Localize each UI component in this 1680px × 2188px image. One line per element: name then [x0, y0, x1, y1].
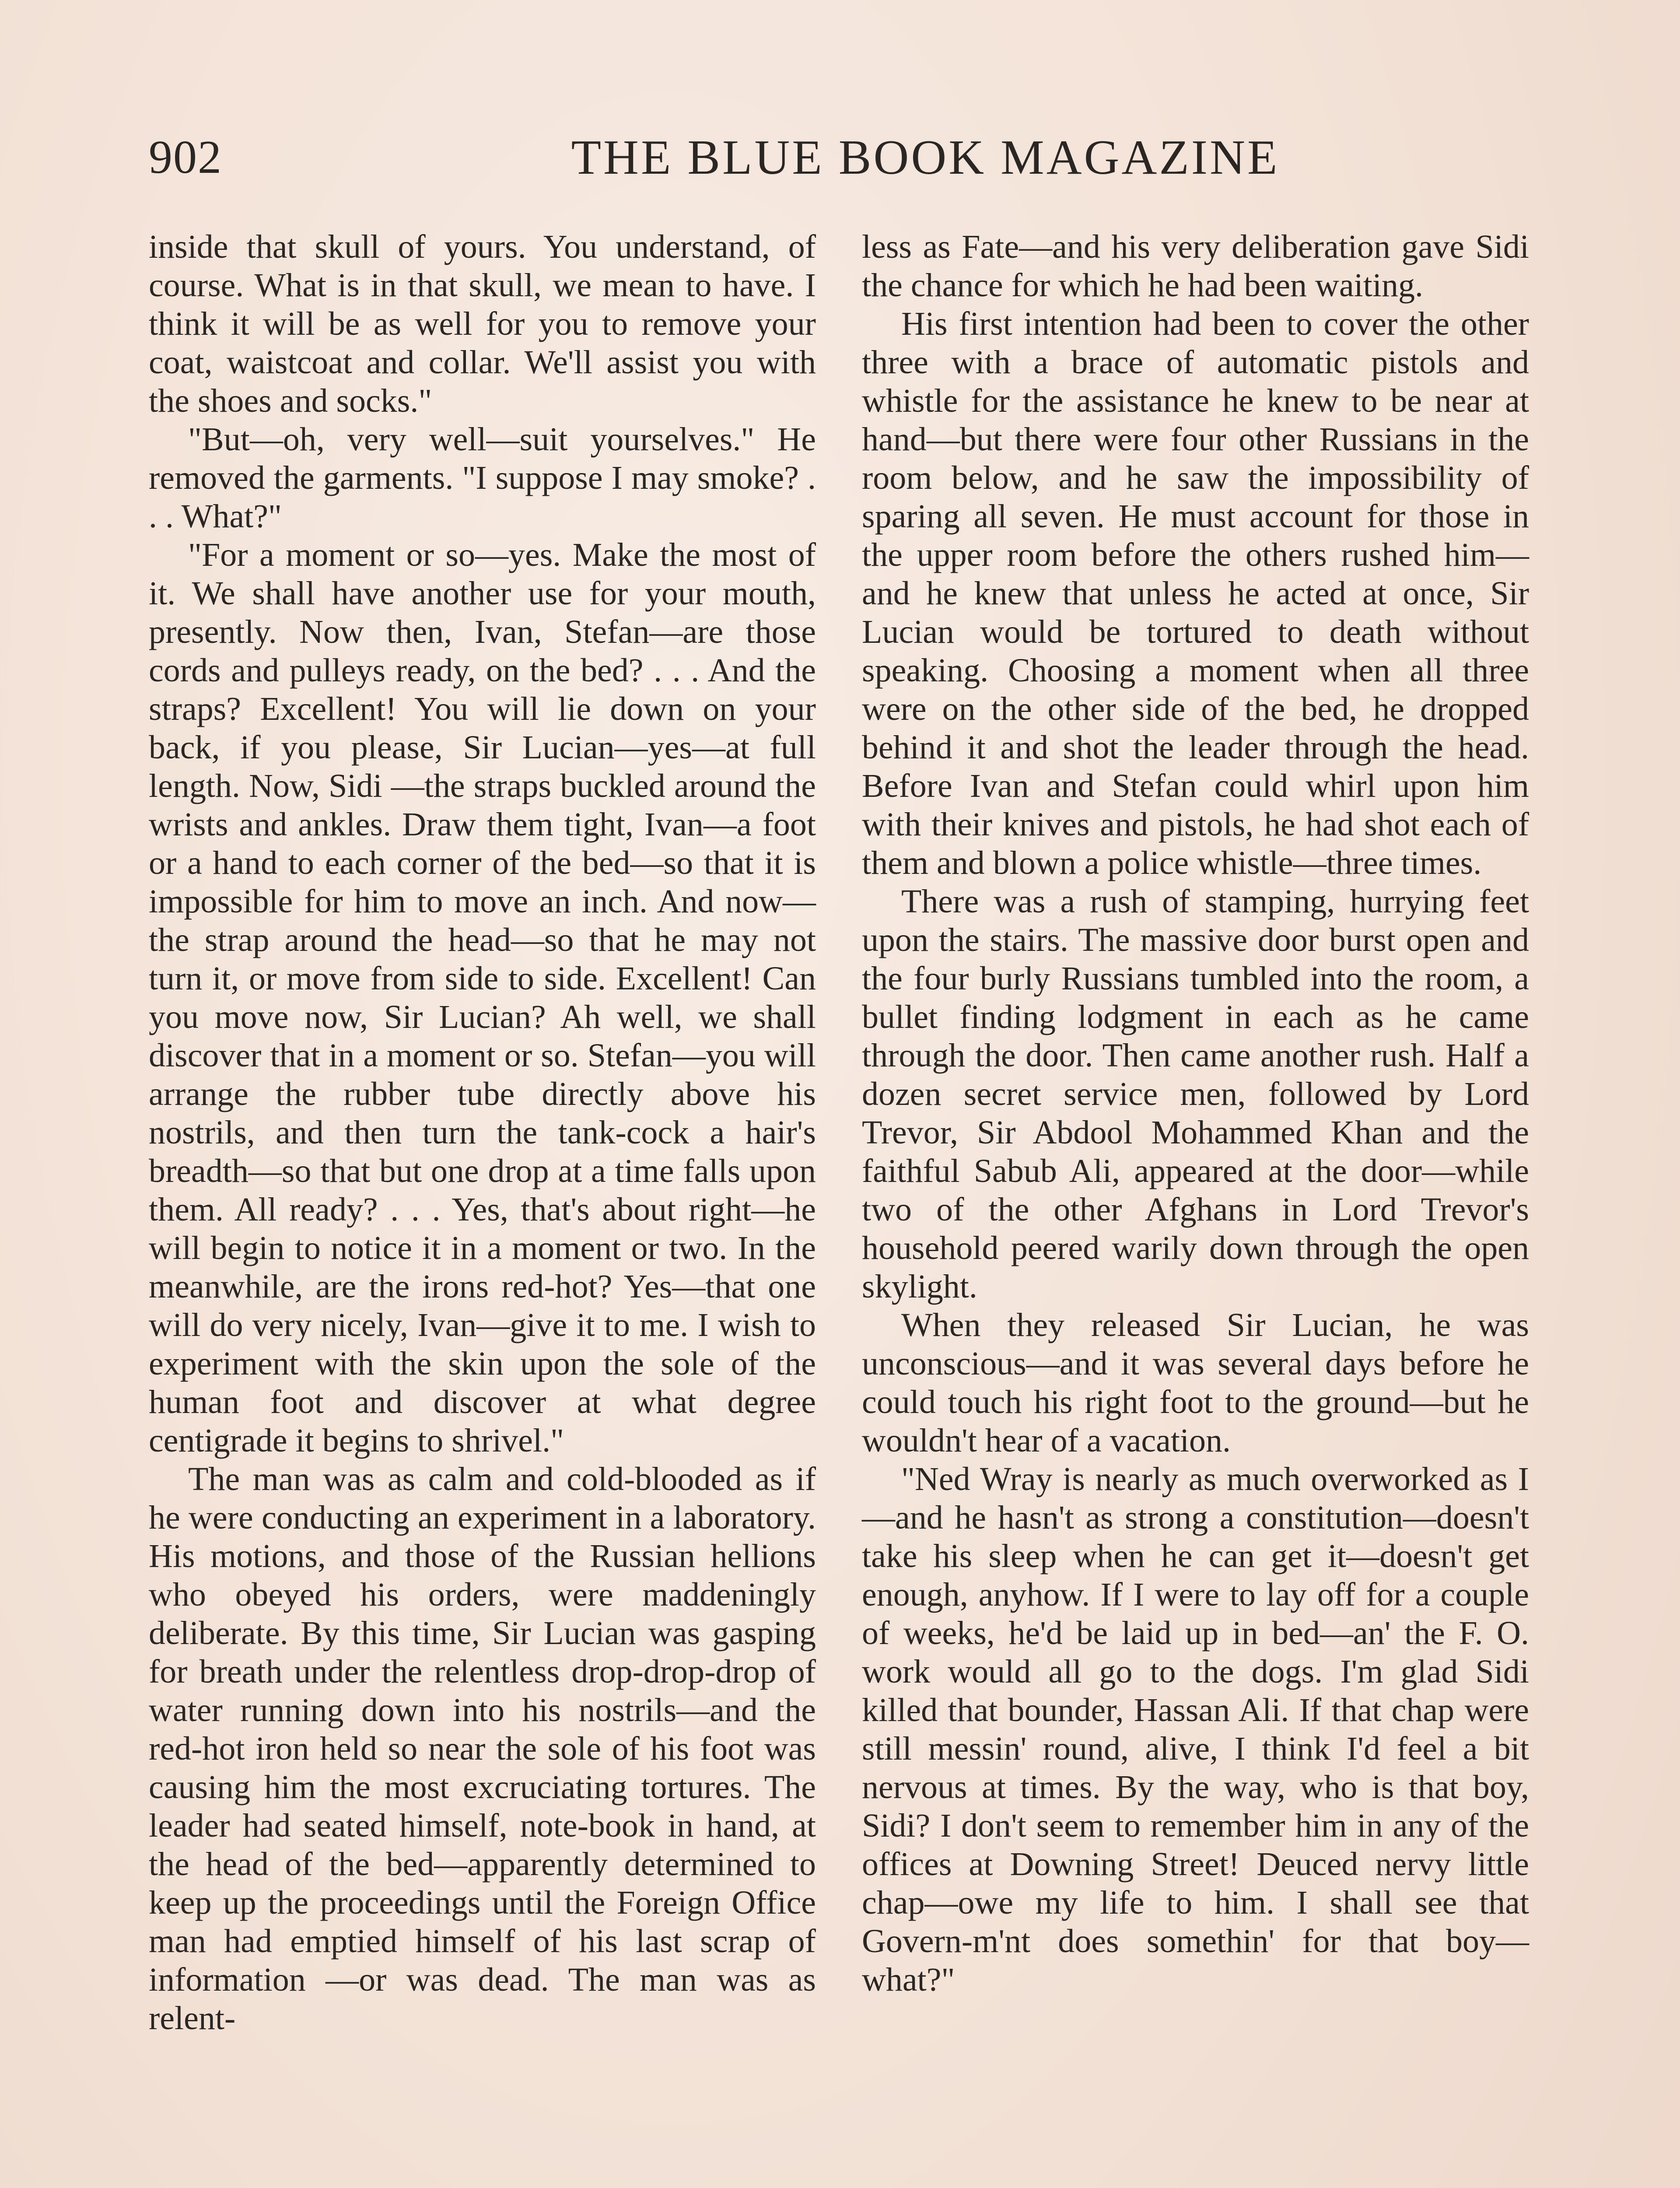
paragraph: There was a rush of stamping, hurrying feet upon the stairs. The massive door burst open and the four burly Russians tumbled into the room, a bullet finding lodgment in each as he came through the door. Then came another rush. Half a dozen secret service men, followed by Lord Trevor, Sir Abdool Mohammed Khan and the faithful Sabub Ali, appeared at the door—while two of the other Afghans in Lord Trevor's household peered warily down through the open skylight. [862, 883, 1529, 1305]
paragraph: The man was as calm and cold-blooded as if he were conducting an experiment in a laboratory. His motions, and those of the Russian hellions who obeyed his orders, were maddeningly deliberate. By this time, Sir Lucian was gasping for breath under the relentless drop-drop-drop of water running down into his nostrils—and the red-hot iron held so near the sole of his foot was causing him the most excruciating tortures. The leader had seated himself, note-book in hand, at the head of the bed—apparently determined to keep up the proceedings until the Foreign Office man had emptied himself of his last scrap of information —or was dead. The man was as relent- [149, 1461, 816, 2037]
paragraph: His first intention had been to cover the other three with a brace of automatic pistols and whistle for the assistance he knew to be near at hand—but there were four other Russians in the room below, and he saw the impossibility of sparing all seven. He must account for those in the upper room before the others rushed him—and he knew that unless he acted at once, Sir Lucian would be tortured to death without speaking. Choosing a moment when all three were on the other side of the bed, he dropped behind it and shot the leader through the head. Before Ivan and Stefan could whirl upon him with their knives and pistols, he had shot each of them and blown a police whistle—three times. [862, 305, 1529, 881]
paragraph: less as Fate—and his very deliberation gave Sidi the chance for which he had been waiting. [862, 228, 1529, 304]
left-column [149, 228, 816, 2037]
right-column [862, 228, 1529, 1999]
page-number: 902 [149, 131, 222, 183]
paragraph: "Ned Wray is nearly as much overworked as I—and he hasn't as strong a constitution—doesn't take his sleep when he can get it—doesn't get enough, anyhow. If I were to lay off for a couple of weeks, he'd be laid up in bed—an' the F. O. work would all go to the dogs. I'm glad Sidi killed that bounder, Hassan Ali. If that chap were still messin' round, alive, I think I'd feel a bit nervous at times. By the way, who is that boy, Sidi? I don't seem to remember him in any of the offices at Downing Street! Deuced nervy little chap—owe my life to him. I shall see that Govern-m'nt does somethin' for that boy— what?" [862, 1461, 1529, 1998]
paragraph: inside that skull of yours. You understand, of course. What is in that skull, we mean to have. I think it will be as well for you to remove your coat, waistcoat and collar. We'll assist you with the shoes and socks." [149, 228, 816, 419]
magazine-title: THE BLUE BOOK MAGAZINE [571, 130, 1280, 185]
paragraph: "But—oh, very well—suit yourselves." He removed the garments. "I suppose I may smoke? . . . What?" [149, 421, 816, 535]
paragraph: "For a moment or so—yes. Make the most of it. We shall have another use for your mouth, presently. Now then, Ivan, Stefan—are those cords and pulleys ready, on the bed? . . . And the straps? Excellent! You will lie down on your back, if you please, Sir Lucian—yes—at full length. Now, Sidi —the straps buckled around the wrists and ankles. Draw them tight, Ivan—a foot or a hand to each corner of the bed—so that it is impossible for him to move an inch. And now—the strap around the head—so that he may not turn it, or move from side to side. Excellent! Can you move now, Sir Lucian? Ah well, we shall discover that in a moment or so. Stefan—you will arrange the rubber tube directly above his nostrils, and then turn the tank-cock a hair's breadth—so that but one drop at a time falls upon them. All ready? . . . Yes, that's about right—he will begin to notice it in a moment or two. In the meanwhile, are the irons red-hot? Yes—that one will do very nicely, Ivan—give it to me. I wish to experiment with the skin upon the sole of the human foot and discover at what degree centigrade it begins to shrivel." [149, 536, 816, 1459]
running-head [149, 125, 1536, 190]
paragraph: When they released Sir Lucian, he was unconscious—and it was several days before he could touch his right foot to the ground—but he wouldn't hear of a vacation. [862, 1307, 1529, 1459]
